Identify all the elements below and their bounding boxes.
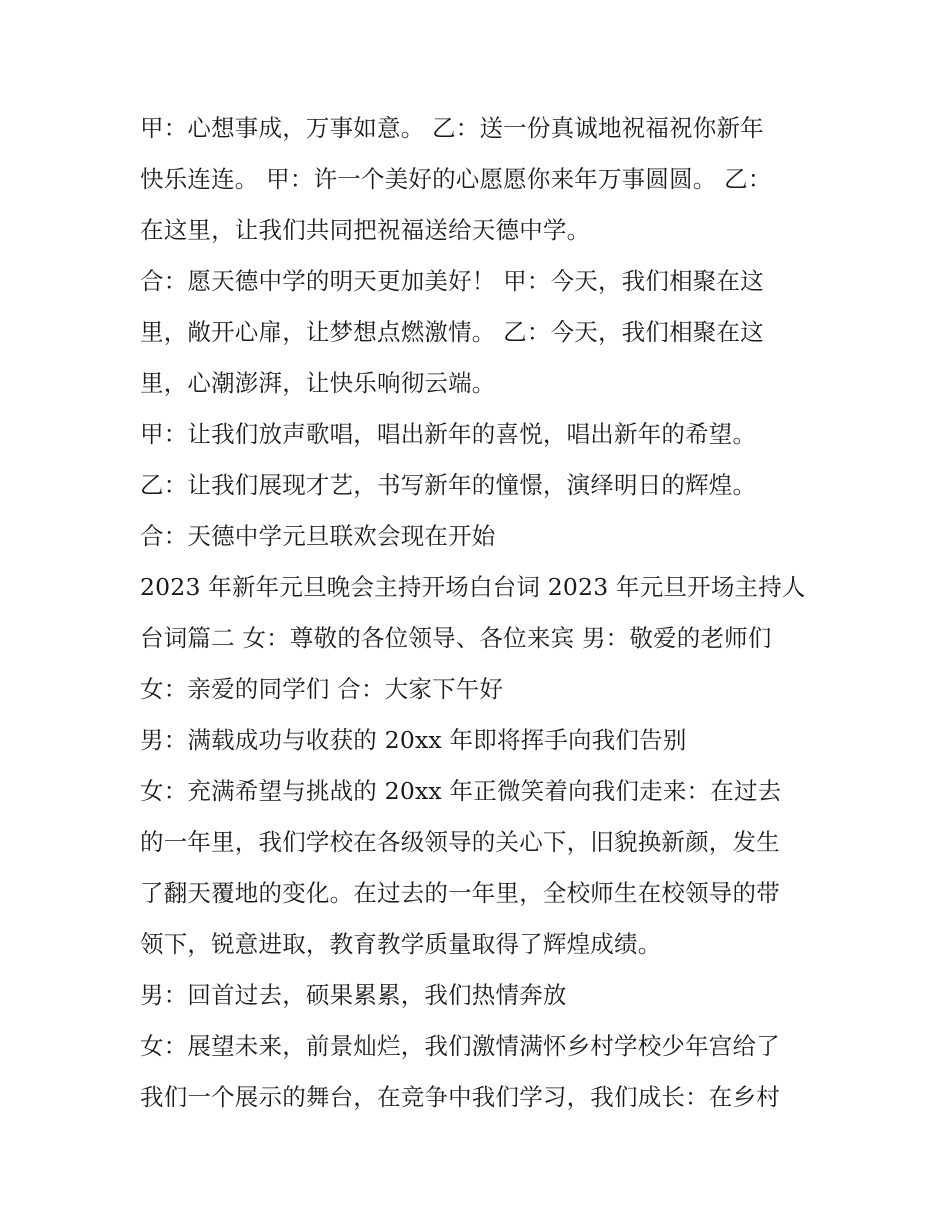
text-line-18: 男：回首过去，硕果累累，我们热情奔放 — [140, 981, 567, 1009]
text-line-12: 女：亲爱的同学们 合：大家下午好 — [140, 675, 504, 703]
text-line-9: 合：天德中学元旦联欢会现在开始 — [140, 522, 496, 550]
document-body — [140, 103, 812, 1123]
text-line-20: 我们一个展示的舞台，在竞争中我们学习，我们成长：在乡村 — [140, 1083, 780, 1111]
text-line-8: 乙：让我们展现才艺，书写新年的憧憬，演绎明日的辉煌。 — [140, 471, 757, 499]
text-line-2: 快乐连连。 甲：许一个美好的心愿愿你来年万事圆圆。 乙： — [140, 165, 772, 193]
text-line-7: 甲：让我们放声歌唱，唱出新年的喜悦，唱出新年的希望。 — [140, 420, 757, 448]
text-line-6: 里，心潮澎湃，让快乐响彻云端。 — [140, 369, 496, 397]
text-line-11: 台词篇二 女：尊敬的各位领导、各位来宾 男：敬爱的老师们 — [140, 624, 772, 652]
text-line-15: 的一年里，我们学校在各级领导的关心下，旧貌换新颜，发生 — [140, 828, 780, 856]
text-line-5: 里，敞开心扉，让梦想点燃激情。 乙：今天，我们相聚在这 — [140, 318, 764, 346]
text-line-3: 在这里，让我们共同把祝福送给天德中学。 — [140, 216, 591, 244]
text-line-10: 2023 年新年元旦晚会主持开场白台词 2023 年元旦开场主持人 — [140, 573, 806, 601]
text-line-1: 甲：心想事成，万事如意。 乙：送一份真诚地祝福祝你新年 — [140, 114, 764, 142]
text-line-14: 女：充满希望与挑战的 20xx 年正微笑着向我们走来：在过去 — [140, 777, 782, 805]
text-line-4: 合：愿天德中学的明天更加美好！ 甲：今天，我们相聚在这 — [140, 267, 764, 295]
text-line-13: 男：满载成功与收获的 20xx 年即将挥手向我们告别 — [140, 726, 687, 754]
text-line-19: 女：展望未来，前景灿烂，我们激情满怀乡村学校少年宫给了 — [140, 1032, 780, 1060]
text-line-16: 了翻天覆地的变化。在过去的一年里，全校师生在校领导的带 — [140, 879, 780, 907]
text-line-17: 领下，锐意进取，教育教学质量取得了辉煌成绩。 — [140, 930, 662, 958]
